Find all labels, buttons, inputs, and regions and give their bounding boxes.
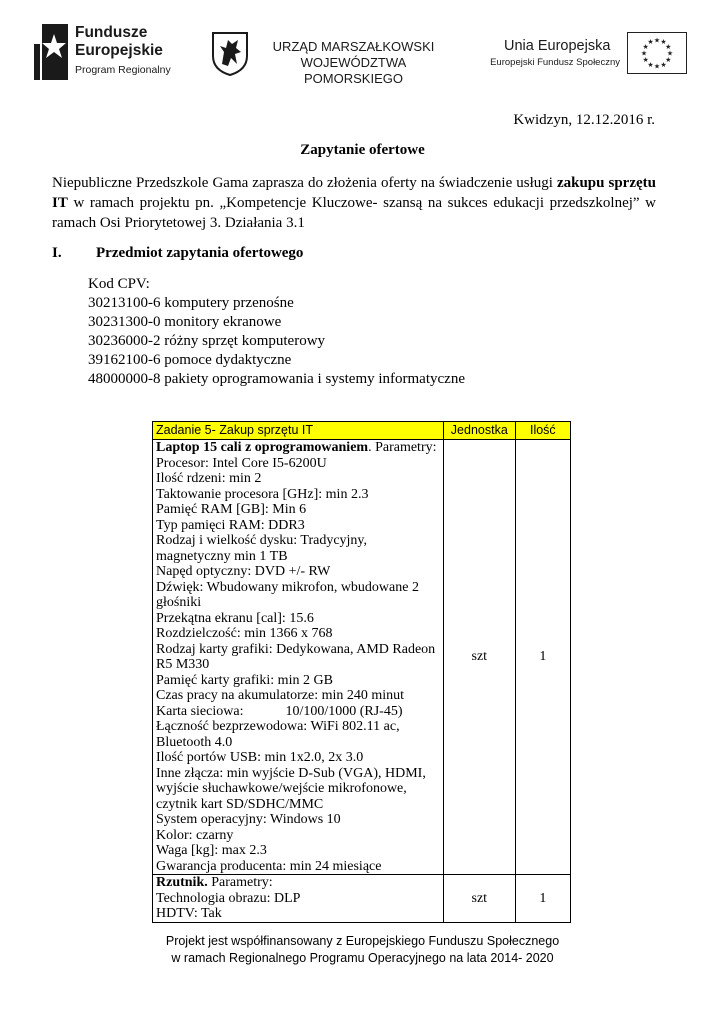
param-line: Gwarancja producenta: min 24 miesiące [156, 858, 382, 874]
eu-star-icon: ★ [647, 38, 654, 47]
param-line: Waga [kg]: max 2.3 [156, 843, 267, 858]
eu-star-icon: ★ [653, 36, 661, 45]
param-line: Pamięć RAM [GB]: Min 6 [156, 502, 307, 517]
param-line: Inne złącza: min wyjście D-Sub (VGA), HDMI, wyjście słuchawkowe/wejście mikrofonowe, czytnik kart SD/SDHC/MMC [156, 765, 426, 812]
griffin-crest-icon [210, 30, 250, 76]
param-line: Dźwięk: Wbudowany mikrofon, wbudowane 2 głośniki [156, 579, 419, 610]
cpv-label: Kod CPV: [88, 276, 150, 292]
param-line: Ilość portów USB: min 1x2.0, 2x 3.0 [156, 750, 364, 765]
param-line: Procesor: Intel Core I5-6200U [156, 455, 327, 471]
projector-description [153, 875, 444, 923]
intro-text-start: Niepubliczne Przedszkole Gama zaprasza do złożenia oferty na świadczenie usługi [52, 175, 557, 191]
param-line: Karta sieciowa: 10/100/1000 (RJ-45) [156, 703, 403, 719]
header-qty: Ilość [515, 422, 570, 440]
cpv-list [88, 275, 465, 389]
header-unit: Jednostka [443, 422, 515, 440]
param-line: System operacyjny: Windows 10 [156, 812, 341, 827]
eu-star-icon: ★ [666, 49, 674, 58]
eu-star-icon: ★ [660, 60, 667, 69]
param-line: Ilość rdzeni: min 2 [156, 471, 262, 486]
param-line: Rodzaj i wielkość dysku: Tradycyjny, magnetyczny min 1 TB [156, 533, 368, 564]
eu-star-icon: ★ [653, 62, 661, 71]
eu-star-icon: ★ [665, 43, 672, 51]
param-line: Kolor: czarny [156, 827, 234, 843]
spec-table [152, 421, 571, 923]
section-heading [52, 245, 303, 262]
eu-star-icon: ★ [640, 49, 648, 58]
cpv-item: 30231300-0 monitory ekranowe [88, 314, 282, 330]
eu-star-icon: ★ [642, 43, 649, 51]
item-name: Laptop 15 cali z oprogramowaniem [156, 440, 369, 455]
fe-star-icon [34, 24, 70, 80]
table-row-laptop [153, 440, 571, 875]
unia-europejska-logo [480, 32, 690, 80]
footer [0, 933, 725, 967]
document-title: Zapytanie ofertowe [300, 142, 425, 158]
param-line: Łączność bezprzewodowa: WiFi 802.11 ac, Bluetooth 4.0 [156, 719, 400, 750]
param-line: Technologia obrazu: DLP [156, 890, 301, 906]
um-line2: WOJEWÓDZTWA POMORSKIEGO [300, 55, 407, 86]
document-date: Kwidzyn, 12.12.2016 r. [513, 112, 655, 128]
header-task: Zadanie 5- Zakup sprzętu IT [153, 422, 444, 440]
ue-title: Unia Europejska [504, 38, 611, 54]
projector-unit: szt [443, 875, 515, 923]
table-row-projector [153, 875, 571, 923]
param-line: Napęd optyczny: DVD +/- RW [156, 564, 331, 579]
item-name: Rzutnik. [156, 875, 208, 890]
eu-star-icon: ★ [660, 38, 667, 47]
section-number: I. [52, 245, 62, 261]
cpv-item: 48000000-8 pakiety oprogramowania i systemy informatyczne [88, 371, 465, 387]
cpv-item: 39162100-6 pomoce dydaktyczne [88, 352, 292, 368]
param-line: Rodzaj karty grafiki: Dedykowana, AMD Radeon R5 M330 [156, 641, 436, 672]
section-title: Przedmiot zapytania ofertowego [96, 245, 304, 261]
param-line: Przekątna ekranu [cal]: 15.6 [156, 610, 314, 626]
intro-text-end: w ramach projektu pn. „Kompetencje Kluczowe- szansą na sukces edukacji przedszkolnej” w ramach Osi Priorytetowej 3. Działania 3.1 [52, 195, 656, 231]
fe-line1: Fundusze [75, 24, 148, 41]
footer-line1: Projekt jest współfinansowany z Europejskiego Funduszu Społecznego [165, 934, 560, 948]
param-line: Taktowanie procesora [GHz]: min 2.3 [156, 486, 369, 502]
param-line: Czas pracy na akumulatorze: min 240 minut [156, 688, 405, 703]
table-header-row [153, 422, 571, 440]
footer-line2: w ramach Regionalnego Programu Operacyjnego na lata 2014- 2020 [171, 951, 554, 965]
item-suffix: Parametry: [207, 875, 273, 890]
param-line: HDTV: Tak [156, 906, 222, 921]
eu-star-icon: ★ [642, 56, 649, 64]
eu-star-icon: ★ [665, 56, 672, 64]
fe-line2: Europejskie [75, 42, 163, 59]
laptop-qty: 1 [515, 440, 570, 875]
param-line: Typ pamięci RAM: DDR3 [156, 517, 305, 533]
eu-star-icon: ★ [647, 60, 654, 69]
projector-qty: 1 [515, 875, 570, 923]
param-line: Pamięć karty grafiki: min 2 GB [156, 672, 333, 688]
ue-subtitle: Europejski Fundusz Społeczny [490, 57, 620, 68]
param-line: Rozdzielczość: min 1366 x 768 [156, 626, 333, 641]
eu-flag-icon [627, 32, 687, 74]
intro-paragraph [52, 173, 656, 233]
intro-text-bold: zakupu sprzętu IT [52, 175, 656, 211]
cpv-item: 30213100-6 komputery przenośne [88, 295, 294, 311]
item-suffix: . Parametry: [368, 440, 437, 455]
fundusze-europejskie-logo [34, 24, 194, 80]
cpv-item: 30236000-2 różny sprzęt komputerowy [88, 333, 326, 349]
laptop-description [153, 440, 444, 875]
urzad-marszalkowski-logo [210, 30, 450, 86]
um-line1: URZĄD MARSZAŁKOWSKI [272, 39, 435, 54]
laptop-unit: szt [443, 440, 515, 875]
fe-subtitle: Program Regionalny [75, 64, 171, 76]
